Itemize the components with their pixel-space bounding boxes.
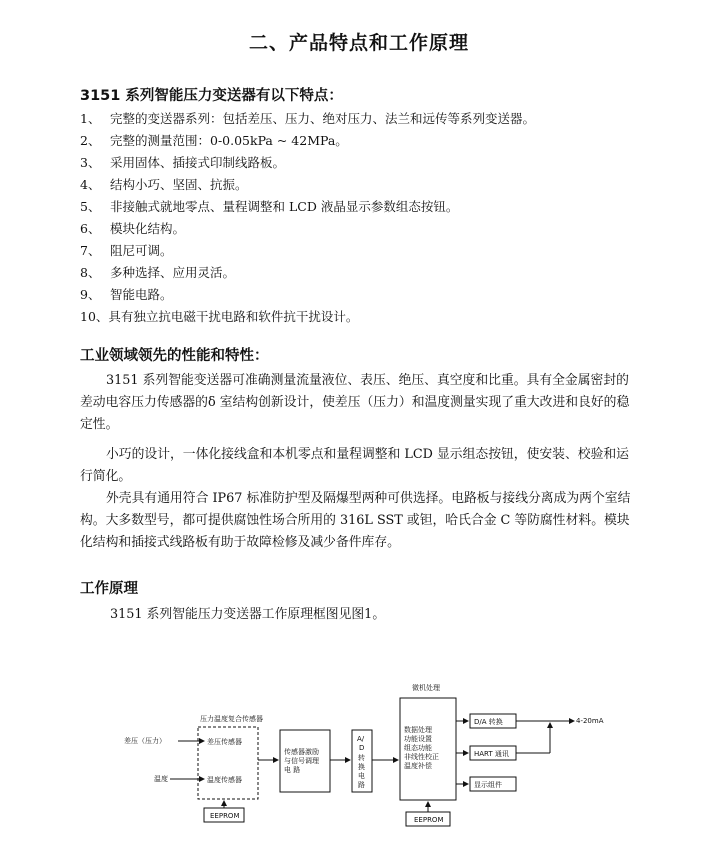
excitation-line-1: 传感器激励	[284, 748, 319, 756]
display-label: 显示组件	[474, 781, 502, 789]
performance-paragraph-1: 3151 系列智能变送器可准确测量流量液位、表压、绝压、真空度和比重。具有全金属密封的差动电容压力传感器的δ 室结构创新设计，使差压（压力）和温度测量实现了重大改进和良好的稳定性。	[80, 373, 630, 432]
performance-paragraph-2: 小巧的设计，一体化接线盒和本机零点和量程调整和 LCD 显示组态按钮，使安装、校验和运行简化。	[80, 447, 629, 484]
micro-item-5: 温度补偿	[404, 762, 432, 770]
hart-label: HART 通讯	[474, 750, 509, 758]
output-label: 4-20mA	[576, 717, 604, 725]
eeprom-label-2: EEPROM	[414, 816, 444, 824]
block-diagram	[118, 670, 618, 835]
ad-line-5: 电	[358, 772, 365, 780]
features-heading: 3151 系列智能压力变送器有以下特点：	[80, 88, 343, 104]
performance-heading: 工业领域领先的性能和特性：	[80, 348, 269, 364]
ad-line-6: 路	[358, 781, 365, 789]
dp-input-label: 差压（压力）	[124, 737, 166, 745]
composite-sensor-label: 压力温度复合传感器	[200, 715, 263, 723]
temp-input-label: 温度	[154, 775, 168, 783]
da-label: D/A 转换	[474, 718, 503, 726]
list-item: 9、 智能电路。	[80, 287, 173, 302]
principle-heading: 工作原理	[80, 581, 138, 597]
eeprom-label-1: EEPROM	[210, 812, 240, 820]
list-item: 6、 模块化结构。	[80, 221, 186, 236]
micro-label: 微机处理	[412, 684, 440, 692]
micro-item-3: 组态功能	[404, 744, 432, 752]
ad-line-3: 转	[358, 754, 365, 762]
dp-sensor-label: 差压传感器	[207, 738, 242, 746]
list-item: 2、 完整的测量范围：0-0.05kPa ~ 42MPa。	[80, 133, 348, 148]
micro-item-1: 数据处理	[404, 726, 432, 734]
excitation-line-2: 与信号调理	[284, 757, 319, 765]
micro-item-2: 功能设置	[404, 735, 432, 743]
list-item: 7、 阻尼可调。	[80, 243, 173, 258]
list-item: 10、具有独立抗电磁干扰电路和软件抗干扰设计。	[80, 309, 359, 324]
temp-sensor-label: 温度传感器	[207, 776, 242, 784]
ad-line-4: 换	[358, 763, 365, 771]
list-item: 1、 完整的变送器系列：包括差压、压力、绝对压力、法兰和远传等系列变送器。	[80, 111, 536, 126]
ad-line-1: A/	[357, 735, 365, 743]
principle-text: 3151 系列智能压力变送器工作原理框图见图1。	[110, 607, 386, 622]
list-item: 4、 结构小巧、坚固、抗振。	[80, 177, 248, 192]
excitation-line-3: 电 路	[284, 766, 301, 774]
features-list	[80, 108, 535, 328]
micro-item-4: 非线性校正	[404, 753, 439, 761]
page-title: 二、产品特点和工作原理	[248, 32, 469, 54]
ad-line-2: D	[359, 744, 365, 752]
list-item: 3、 采用固体、插接式印制线路板。	[80, 155, 286, 170]
list-item: 5、 非接触式就地零点、量程调整和 LCD 液晶显示参数组态按钮。	[80, 199, 459, 214]
list-item: 8、 多种选择、应用灵活。	[80, 265, 236, 280]
performance-paragraph-3: 外壳具有通用符合 IP67 标准防护型及隔爆型两种可供选择。电路板与接线分离成为两个室结构。大多数型号，都可提供腐蚀性场合所用的 316L SST 或钽，哈氏合金 C 等防腐性材料。模块化结构和插接式线路板有助于故障检修及减少备件库存。	[80, 491, 631, 550]
